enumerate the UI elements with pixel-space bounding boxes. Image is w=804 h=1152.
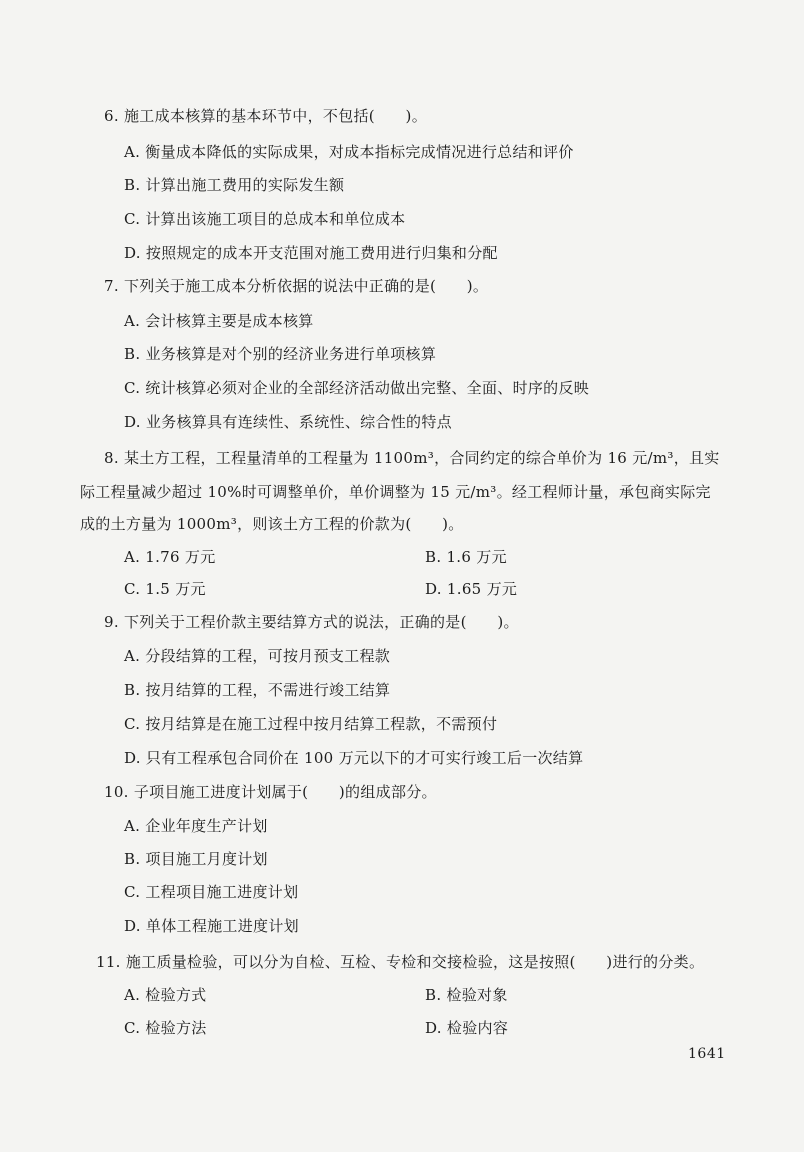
question-11-option-d: D. 检验内容 <box>425 1019 509 1037</box>
question-6-option-c: C. 计算出该施工项目的总成本和单位成本 <box>124 210 406 228</box>
question-10-option-a: A. 企业年度生产计划 <box>124 817 268 835</box>
question-text: 下列关于工程价款主要结算方式的说法，正确的是( )。 <box>124 613 519 631</box>
question-number: 7. <box>104 277 119 295</box>
question-text: 某土方工程，工程量清单的工程量为 1100m³，合同约定的综合单价为 16 元/m³，且实 <box>124 449 720 467</box>
question-8-option-d: D. 1.65 万元 <box>425 580 518 598</box>
question-7-option-b: B. 业务核算是对个别的经济业务进行单项核算 <box>124 345 437 363</box>
question-6-option-b: B. 计算出施工费用的实际发生额 <box>124 176 345 194</box>
question-text: 施工成本核算的基本环节中，不包括( )。 <box>124 107 428 125</box>
question-8-option-a: A. 1.76 万元 <box>124 548 216 566</box>
question-11-option-b: B. 检验对象 <box>425 986 508 1004</box>
question-number: 10. <box>104 783 129 801</box>
page-number: 1641 <box>688 1046 726 1062</box>
question-11-option-a: A. 检验方式 <box>124 986 207 1004</box>
question-9-stem <box>104 611 519 633</box>
question-8-stem-line-3: 成的土方量为 1000m³，则该土方工程的价款为( )。 <box>80 515 464 533</box>
question-number: 11. <box>96 953 121 971</box>
question-8-option-c: C. 1.5 万元 <box>124 580 206 598</box>
question-text: 子项目施工进度计划属于( )的组成部分。 <box>133 783 437 801</box>
question-8-stem-line-2: 际工程量减少超过 10%时可调整单价，单价调整为 15 元/m³。经工程师计量，承包商实际完 <box>80 483 711 501</box>
question-number: 9. <box>104 613 119 631</box>
question-6-stem <box>104 105 427 127</box>
question-9-option-d: D. 只有工程承包合同价在 100 万元以下的才可实行竣工后一次结算 <box>124 749 584 767</box>
question-7-option-a: A. 会计核算主要是成本核算 <box>124 312 314 330</box>
question-7-stem <box>104 275 488 297</box>
question-8-stem-line-1 <box>104 447 720 469</box>
question-10-stem <box>104 781 437 803</box>
question-text: 施工质量检验，可以分为自检、互检、专检和交接检验，这是按照( )进行的分类。 <box>125 953 705 971</box>
question-10-option-c: C. 工程项目施工进度计划 <box>124 883 299 901</box>
question-11-stem <box>96 951 704 973</box>
question-8-option-b: B. 1.6 万元 <box>425 548 507 566</box>
question-10-option-d: D. 单体工程施工进度计划 <box>124 917 299 935</box>
question-9-option-a: A. 分段结算的工程，可按月预支工程款 <box>124 647 391 665</box>
question-text: 下列关于施工成本分析依据的说法中正确的是( )。 <box>124 277 489 295</box>
question-7-option-d: D. 业务核算具有连续性、系统性、综合性的特点 <box>124 413 452 431</box>
question-9-option-b: B. 按月结算的工程，不需进行竣工结算 <box>124 681 391 699</box>
question-6-option-a: A. 衡量成本降低的实际成果，对成本指标完成情况进行总结和评价 <box>124 143 574 161</box>
question-number: 8. <box>104 449 119 467</box>
question-number: 6. <box>104 107 119 125</box>
question-9-option-c: C. 按月结算是在施工过程中按月结算工程款，不需预付 <box>124 715 498 733</box>
question-11-option-c: C. 检验方法 <box>124 1019 207 1037</box>
question-7-option-c: C. 统计核算必须对企业的全部经济活动做出完整、全面、时序的反映 <box>124 379 590 397</box>
question-10-option-b: B. 项目施工月度计划 <box>124 850 268 868</box>
question-6-option-d: D. 按照规定的成本开支范围对施工费用进行归集和分配 <box>124 244 498 262</box>
